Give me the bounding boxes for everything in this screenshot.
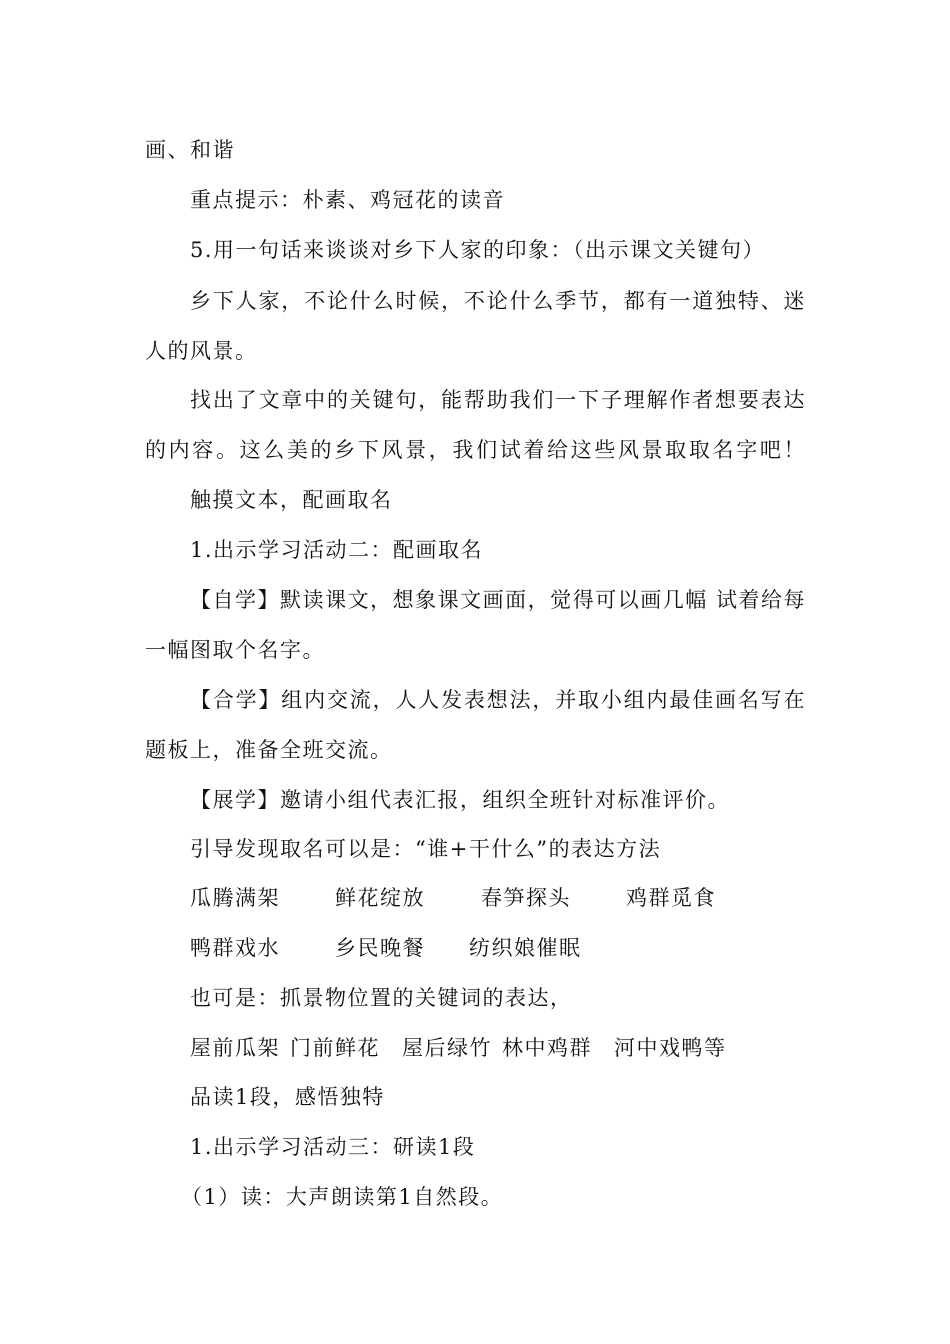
text-line: 1.出示学习活动二：配画取名 <box>190 538 484 562</box>
text-line: （1）读：大声朗读第1自然段。 <box>181 1185 504 1209</box>
text-line: 【合学】组内交流，人人发表想法，并取小组内最佳画名写在 <box>190 688 806 712</box>
text-line: 1.出示学习活动三：研读1段 <box>190 1135 476 1159</box>
text-line: 题板上，准备全班交流。 <box>145 738 393 762</box>
scene-name: 林中鸡群 <box>502 1036 592 1060</box>
text-line: 重点提示：朴素、鸡冠花的读音 <box>190 188 505 212</box>
scene-name: 屋后绿竹 <box>402 1036 492 1060</box>
scene-name: 乡民晚餐 <box>335 936 425 960</box>
section-heading: 触摸文本，配画取名 <box>190 488 393 512</box>
text-line: 一幅图取个名字。 <box>145 638 325 662</box>
scene-name: 鸭群戏水 <box>190 936 280 960</box>
scene-name: 鲜花绽放 <box>335 886 425 910</box>
text-line: 5.用一句话来谈谈对乡下人家的印象：（出示课文关键句） <box>190 238 766 262</box>
text-line: 的内容。这么美的乡下风景，我们试着给这些风景取取名字吧！ <box>145 438 806 462</box>
text-line: 引导发现取名可以是：“谁+干什么”的表达方法 <box>190 837 662 861</box>
scene-name: 纺织娘催眠 <box>469 936 582 960</box>
scene-name: 鸡群觅食 <box>626 886 716 910</box>
text-line: 找出了文章中的关键句，能帮助我们一下子理解作者想要表达 <box>190 388 806 412</box>
scene-name: 门前鲜花 <box>290 1036 380 1060</box>
scene-name: 河中戏鸭等 <box>614 1036 727 1060</box>
text-line: 【自学】默读课文，想象课文画面，觉得可以画几幅 试着给每 <box>190 588 806 612</box>
text-line: 【展学】邀请小组代表汇报，组织全班针对标准评价。 <box>190 788 730 812</box>
scene-name: 屋前瓜架 <box>190 1036 280 1060</box>
section-heading: 品读1段，感悟独特 <box>190 1085 385 1109</box>
scene-name: 瓜腾满架 <box>190 886 280 910</box>
scene-name: 春笋探头 <box>481 886 571 910</box>
text-line: 也可是：抓景物位置的关键词的表达， <box>190 986 573 1010</box>
text-line: 乡下人家，不论什么时候，不论什么季节，都有一道独特、迷 <box>190 289 806 313</box>
text-line: 人的风景。 <box>145 339 258 363</box>
text-line: 画、和谐 <box>145 138 235 162</box>
